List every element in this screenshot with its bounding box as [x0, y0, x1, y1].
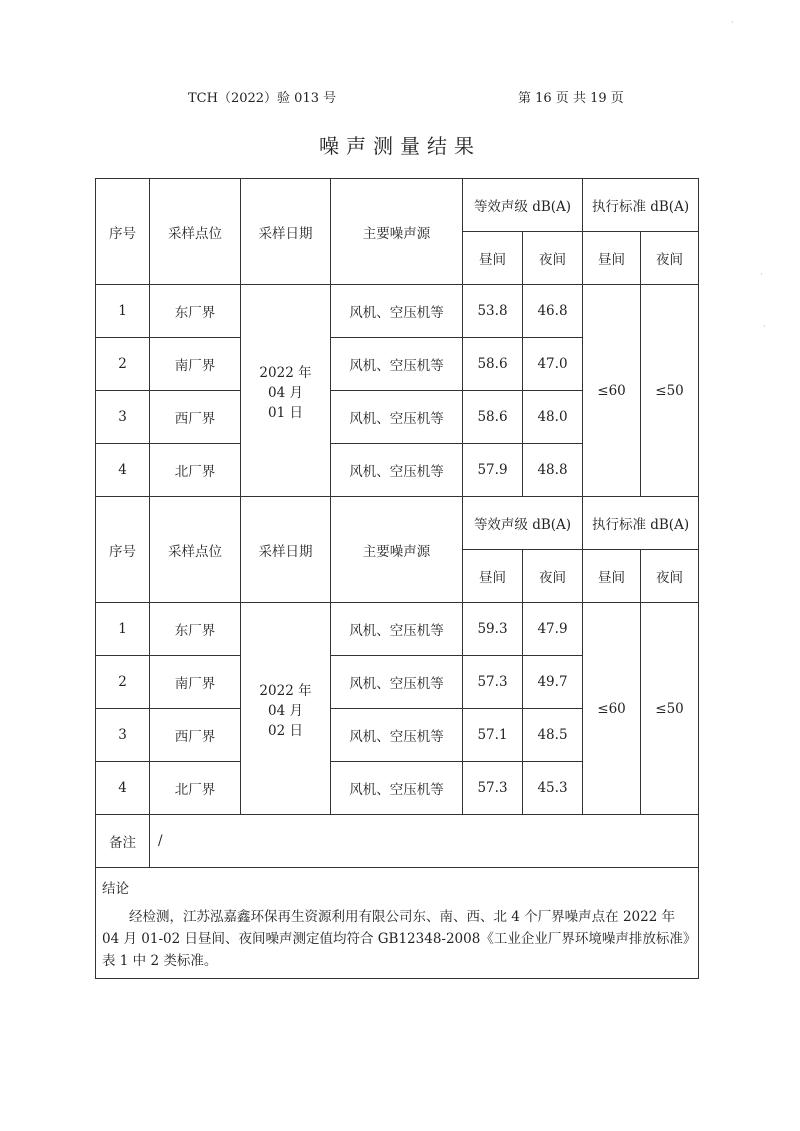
cell-level-night: 47.0	[523, 338, 583, 391]
cell-std-day: ≤60	[583, 603, 641, 815]
remarks-row	[96, 815, 699, 868]
cell-source: 风机、空压机等	[331, 762, 463, 815]
table-row	[96, 285, 699, 338]
conclusion-text: 经检测，江苏泓嘉鑫环保再生资源利用有限公司东、南、西、北 4 个厂界噪声点在 2022 年 04 月 01-02 日昼间、夜间噪声测定值均符合 GB12348-2008《工业企业厂界环境噪声排放标准》表 1 中 2 类标准。	[102, 909, 690, 969]
header-row	[96, 497, 699, 550]
conclusion-row	[96, 868, 699, 979]
cell-date: 2022 年 04 月 01 日	[241, 285, 331, 497]
cell-index: 3	[96, 709, 150, 762]
col-header-std-day: 昼间	[583, 232, 641, 285]
scan-speck: ·	[760, 270, 763, 280]
col-header-level-group: 等效声级 dB(A)	[463, 179, 583, 232]
cell-level-night: 49.7	[523, 656, 583, 709]
cell-level-day: 57.9	[463, 444, 523, 497]
cell-index: 1	[96, 285, 150, 338]
cell-level-day: 57.1	[463, 709, 523, 762]
cell-location: 北厂界	[150, 444, 241, 497]
col-header-level-group: 等效声级 dB(A)	[463, 497, 583, 550]
col-header-level-day: 昼间	[463, 232, 523, 285]
page-title: 噪声测量结果	[319, 134, 481, 158]
col-header-source: 主要噪声源	[331, 179, 463, 285]
cell-level-day: 57.3	[463, 656, 523, 709]
col-header-standard-group: 执行标准 dB(A)	[583, 179, 699, 232]
cell-level-day: 58.6	[463, 391, 523, 444]
col-header-location: 采样点位	[150, 497, 241, 603]
cell-source: 风机、空压机等	[331, 709, 463, 762]
cell-level-night: 45.3	[523, 762, 583, 815]
col-header-location: 采样点位	[150, 179, 241, 285]
col-header-std-night: 夜间	[641, 232, 699, 285]
cell-index: 4	[96, 444, 150, 497]
page-info: 第 16 页 共 19 页	[518, 91, 624, 106]
col-header-std-day: 昼间	[583, 550, 641, 603]
conclusion-cell	[96, 868, 699, 979]
cell-source: 风机、空压机等	[331, 391, 463, 444]
cell-source: 风机、空压机等	[331, 603, 463, 656]
cell-location: 北厂界	[150, 762, 241, 815]
cell-location: 东厂界	[150, 603, 241, 656]
cell-level-day: 58.6	[463, 338, 523, 391]
cell-location: 南厂界	[150, 656, 241, 709]
remarks-label: 备注	[96, 815, 150, 868]
cell-std-night: ≤50	[641, 603, 699, 815]
col-header-std-night: 夜间	[641, 550, 699, 603]
cell-location: 西厂界	[150, 391, 241, 444]
col-header-source: 主要噪声源	[331, 497, 463, 603]
cell-index: 4	[96, 762, 150, 815]
col-header-index: 序号	[96, 179, 150, 285]
col-header-level-night: 夜间	[523, 232, 583, 285]
col-header-level-night: 夜间	[523, 550, 583, 603]
cell-source: 风机、空压机等	[331, 656, 463, 709]
col-header-level-day: 昼间	[463, 550, 523, 603]
cell-index: 2	[96, 656, 150, 709]
cell-level-day: 59.3	[463, 603, 523, 656]
cell-level-night: 48.0	[523, 391, 583, 444]
scan-speck: ·	[731, 18, 734, 28]
cell-std-night: ≤50	[641, 285, 699, 497]
cell-source: 风机、空压机等	[331, 338, 463, 391]
cell-index: 1	[96, 603, 150, 656]
conclusion-label: 结论	[102, 881, 129, 897]
cell-location: 南厂界	[150, 338, 241, 391]
cell-level-night: 48.5	[523, 709, 583, 762]
cell-std-day: ≤60	[583, 285, 641, 497]
col-header-date: 采样日期	[241, 497, 331, 603]
cell-source: 风机、空压机等	[331, 444, 463, 497]
col-header-index: 序号	[96, 497, 150, 603]
cell-level-night: 46.8	[523, 285, 583, 338]
cell-level-day: 53.8	[463, 285, 523, 338]
report-number: TCH（2022）验 013 号	[188, 91, 337, 106]
table-row	[96, 603, 699, 656]
cell-level-day: 57.3	[463, 762, 523, 815]
cell-index: 2	[96, 338, 150, 391]
cell-location: 西厂界	[150, 709, 241, 762]
cell-date: 2022 年 04 月 02 日	[241, 603, 331, 815]
noise-results-table	[95, 178, 699, 979]
cell-location: 东厂界	[150, 285, 241, 338]
header-row	[96, 179, 699, 232]
cell-source: 风机、空压机等	[331, 285, 463, 338]
remarks-value: /	[150, 815, 699, 868]
col-header-standard-group: 执行标准 dB(A)	[583, 497, 699, 550]
scan-speck: ·	[763, 322, 766, 332]
cell-level-night: 47.9	[523, 603, 583, 656]
cell-index: 3	[96, 391, 150, 444]
cell-level-night: 48.8	[523, 444, 583, 497]
col-header-date: 采样日期	[241, 179, 331, 285]
